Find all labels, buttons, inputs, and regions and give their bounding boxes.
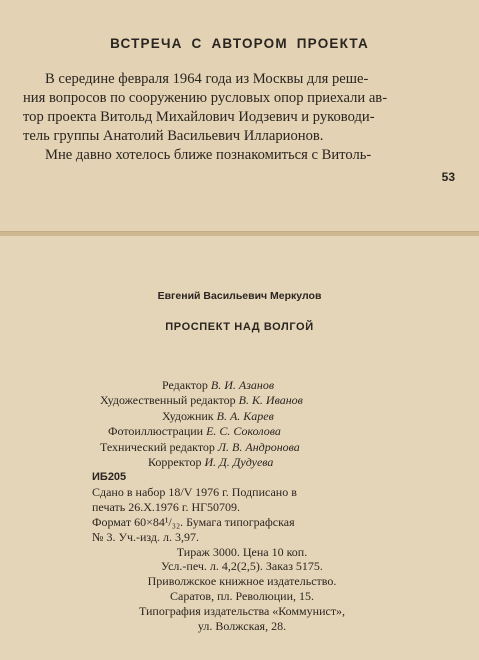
author-name: Евгений Васильевич Меркулов [157,290,322,302]
chapter-title: ВСТРЕЧА С АВТОРОМ ПРОЕКТА [110,36,369,51]
imprint-code: ИБ205 [92,471,127,483]
text-line: Мне давно хотелось ближе познакомиться с Витоль- [45,147,372,163]
imprint-line: Приволжское книжное издательство. [147,574,337,589]
imprint-line: № 3. Уч.-изд. л. 3,97. [92,529,200,544]
page-number: 53 [441,170,455,184]
text-line: тор проекта Витольд Михайлович Иодзевич и руководи- [23,109,375,125]
credit-tech-editor: Технический редактор Л. В. Андронова [100,439,300,454]
imprint-line: Усл.-печ. л. 4,2(2,5). Заказ 5175. [161,559,323,574]
text-line: В середине февраля 1964 года из Москвы для реше- [45,71,369,87]
imprint-line: Формат 60×84¹/₃₂. Бумага типографская [92,514,295,529]
imprint-line: Тираж 3000. Цена 10 коп. [176,544,308,559]
credit-artist: Художник В. А. Карев [162,408,274,423]
imprint-line: Типография издательства «Коммунист», [138,604,346,619]
imprint-line: ул. Волжская, 28. [197,619,287,634]
imprint-line: Саратов, пл. Революции, 15. [170,589,314,604]
credit-art-editor: Художественный редактор В. К. Иванов [100,393,303,408]
credit-photos: Фотоиллюстрации Е. С. Соколова [108,424,281,439]
body-paragraph [23,70,459,165]
top-page [0,0,479,232]
text-line: тель группы Анатолий Васильевич Илларионов. [23,128,324,144]
imprint-block [92,470,392,634]
text-line: ния вопросов по сооружению русловых опор приехали ав- [23,90,388,106]
book-title: ПРОСПЕКТ НАД ВОЛГОЙ [165,321,314,333]
credit-proofreader: Корректор И. Д. Дудуева [148,455,274,470]
credits-list [100,378,400,470]
credit-editor: Редактор В. И. Азанов [162,378,275,392]
imprint-line: печать 26.X.1976 г. НГ50709. [92,499,241,514]
imprint-line: Сдано в набор 18/V 1976 г. Подписано в [92,484,297,499]
